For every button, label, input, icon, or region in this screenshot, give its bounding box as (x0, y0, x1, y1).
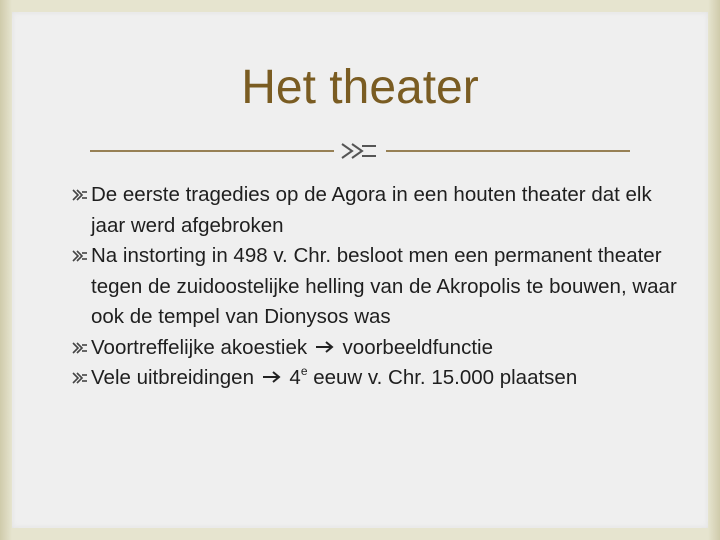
bullet-text: eeuw v. Chr. 15.000 plaatsen (313, 366, 578, 389)
bullet-item (72, 241, 682, 333)
right-arrow-icon (262, 370, 282, 384)
bullet-text: Na instorting in 498 v. Chr. besloot men een permanent theater tegen de zuidoostelijke helling van de Akropolis te bouwen, waar ook de tempel van Dionysos was (91, 244, 677, 328)
bullet-text: De eerste tragedies op de Agora in een houten theater dat elk jaar werd afgebroken (91, 183, 652, 237)
century-number: 4 (289, 366, 301, 389)
ornament-bullet-icon (72, 188, 88, 202)
bullet-item (72, 180, 682, 241)
bullet-item (72, 363, 682, 394)
slide-title: Het theater (241, 61, 479, 114)
bullet-item (72, 333, 682, 364)
ornament-bullet-icon (72, 341, 88, 355)
ornament-divider-icon (342, 144, 376, 158)
bullet-text: Voortreffelijke akoestiek (91, 335, 308, 359)
right-arrow-icon (315, 340, 335, 354)
ordinal-superscript: e (300, 364, 308, 379)
title-divider (90, 140, 630, 162)
ornament-bullet-icon (72, 249, 88, 263)
bullet-text: voorbeeldfunctie (342, 335, 493, 359)
bullet-list (72, 180, 682, 394)
ornament-bullet-icon (72, 371, 88, 385)
bullet-text: Vele uitbreidingen (91, 366, 254, 389)
